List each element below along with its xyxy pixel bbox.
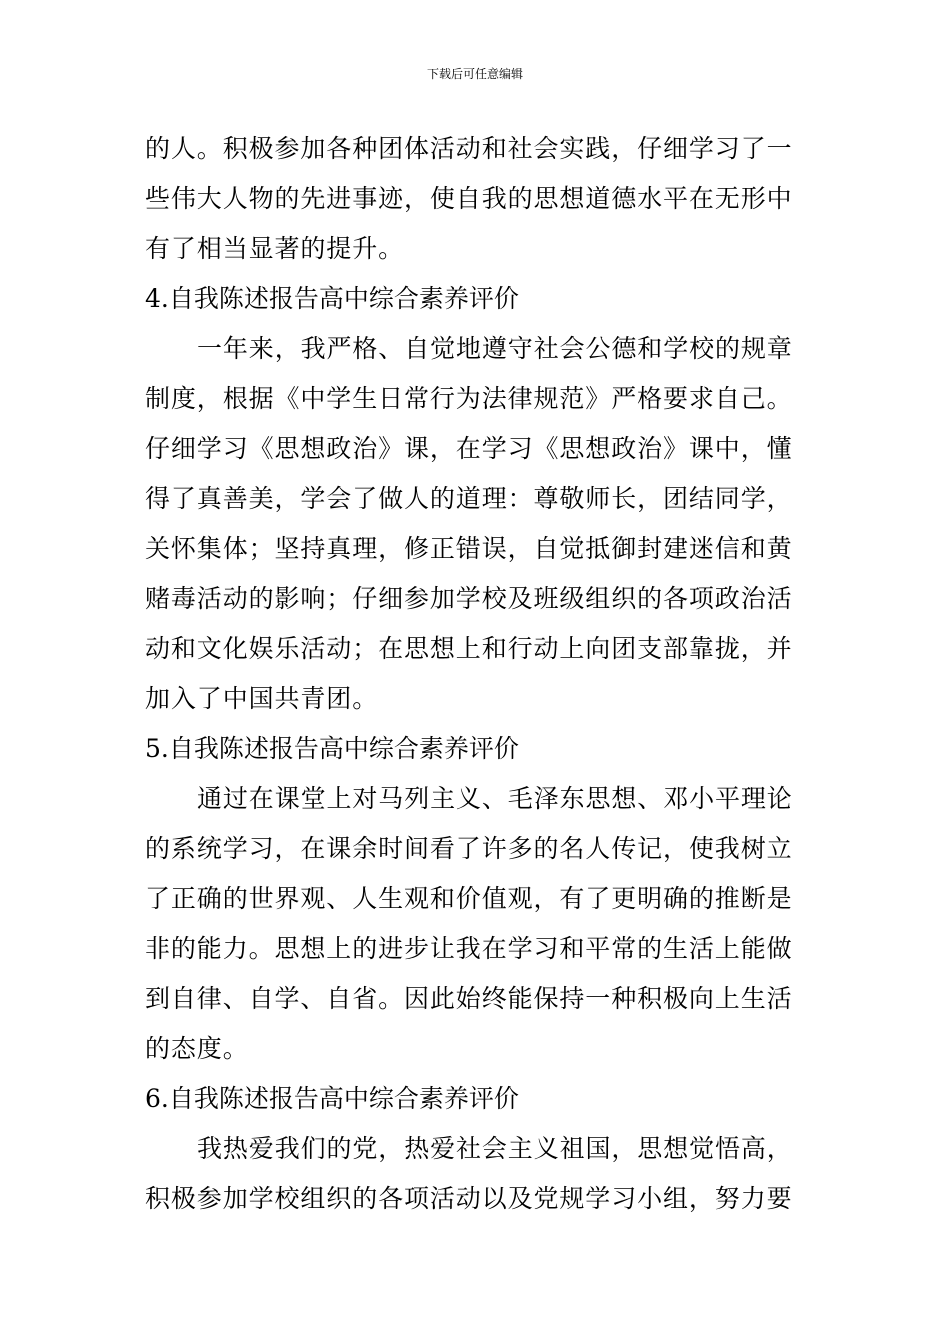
text-line: 到自律、自学、自省。因此始终能保持一种积极向上生活 [145, 984, 793, 1013]
section-heading-6: 6.自我陈述报告高中综合素养评价 [145, 1084, 519, 1113]
text-line: 关怀集体；坚持真理，修正错误，自觉抵御封建迷信和黄 [145, 534, 793, 563]
text-line: 些伟大人物的先进事迹，使自我的思想道德水平在无形中 [145, 184, 793, 213]
text-line: 仔细学习《思想政治》课，在学习《思想政治》课中，懂 [145, 434, 793, 463]
text-line: 赌毒活动的影响；仔细参加学校及班级组织的各项政治活 [145, 584, 793, 613]
text-line: 非的能力。思想上的进步让我在学习和平常的生活上能做 [145, 934, 793, 963]
paragraph-start: 一年来，我严格、自觉地遵守社会公德和学校的规章 [197, 334, 793, 363]
text-line: 的人。积极参加各种团体活动和社会实践，仔细学习了一 [145, 134, 793, 163]
text-line: 的系统学习，在课余时间看了许多的名人传记，使我树立 [145, 834, 793, 863]
text-line: 积极参加学校组织的各项活动以及党规学习小组，努力要 [145, 1184, 793, 1213]
text-line: 动和文化娱乐活动；在思想上和行动上向团支部靠拢，并 [145, 634, 793, 663]
section-heading-4: 4.自我陈述报告高中综合素养评价 [145, 284, 519, 313]
document-body [145, 124, 810, 1224]
paragraph-start: 通过在课堂上对马列主义、毛泽东思想、邓小平理论 [197, 784, 793, 813]
paragraph-start: 我热爱我们的党，热爱社会主义祖国，思想觉悟高， [197, 1134, 793, 1163]
text-line: 制度，根据《中学生日常行为法律规范》严格要求自己。 [145, 384, 793, 413]
text-line: 有了相当显著的提升。 [145, 234, 405, 263]
text-line: 得了真善美，学会了做人的道理：尊敬师长，团结同学， [145, 484, 793, 513]
section-heading-5: 5.自我陈述报告高中综合素养评价 [145, 734, 519, 763]
text-line: 了正确的世界观、人生观和价值观，有了更明确的推断是 [145, 884, 793, 913]
text-line: 的态度。 [145, 1034, 249, 1063]
text-line: 加入了中国共青团。 [145, 684, 379, 713]
page-header: 下载后可任意编辑 [426, 67, 523, 81]
